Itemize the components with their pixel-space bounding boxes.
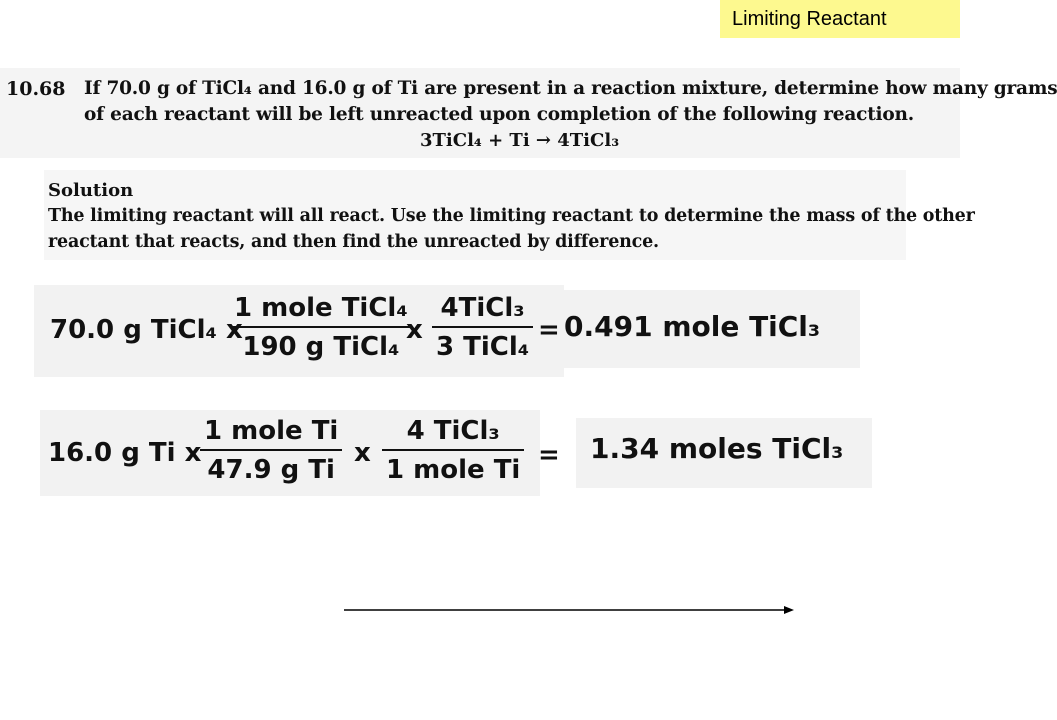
calc2-times: x xyxy=(354,438,371,468)
problem-number: 10.68 xyxy=(6,78,66,100)
calc1-frac1-numerator: 1 mole TiCl₄ xyxy=(230,293,412,328)
calc2-equals: = xyxy=(538,440,560,470)
slide-title-tag: Limiting Reactant xyxy=(720,0,960,38)
calculation-ticl4 xyxy=(34,285,564,377)
calc2-fraction-2 xyxy=(382,416,524,485)
calc2-frac1-denominator: 47.9 g Ti xyxy=(207,455,335,485)
calc2-fraction-1 xyxy=(200,416,342,485)
calc2-start: 16.0 g Ti x xyxy=(48,438,202,468)
calculation-ticl4-result-box xyxy=(560,290,860,368)
calc2-frac2-denominator: 1 mole Ti xyxy=(386,455,521,485)
solution-heading: Solution xyxy=(48,180,134,201)
problem-line-1: If 70.0 g of TiCl₄ and 16.0 g of Ti are present in a reaction mixture, determine how many grams xyxy=(84,78,1057,99)
calc1-fraction-1 xyxy=(230,293,412,362)
calculation-ti xyxy=(40,410,540,496)
calc2-result: 1.34 moles TiCl₃ xyxy=(590,432,844,465)
right-arrow-icon xyxy=(344,603,794,617)
calc1-start: 70.0 g TiCl₄ x xyxy=(50,315,243,345)
calc1-frac2-denominator: 3 TiCl₄ xyxy=(436,332,530,362)
reaction-equation: 3TiCl₄ + Ti → 4TiCl₃ xyxy=(420,130,620,151)
calc2-frac1-numerator: 1 mole Ti xyxy=(200,416,342,451)
calc1-result: 0.491 mole TiCl₃ xyxy=(564,310,821,343)
problem-statement xyxy=(0,68,1057,158)
calc1-frac2-numerator: 4TiCl₃ xyxy=(432,293,533,328)
solution-block xyxy=(44,170,975,260)
solution-line-1: The limiting reactant will all react. Use the limiting reactant to determine the mass of the other xyxy=(48,206,975,226)
calc1-times: x xyxy=(406,315,423,345)
calc2-frac2-numerator: 4 TiCl₃ xyxy=(382,416,524,451)
calc1-fraction-2 xyxy=(432,293,533,362)
calc1-equals: = xyxy=(538,315,560,345)
calculation-ti-result-box xyxy=(576,418,872,488)
problem-line-2: of each reactant will be left unreacted upon completion of the following reaction. xyxy=(84,104,915,125)
solution-line-2: reactant that reacts, and then find the unreacted by difference. xyxy=(48,232,659,252)
calc1-frac1-denominator: 190 g TiCl₄ xyxy=(242,332,400,362)
